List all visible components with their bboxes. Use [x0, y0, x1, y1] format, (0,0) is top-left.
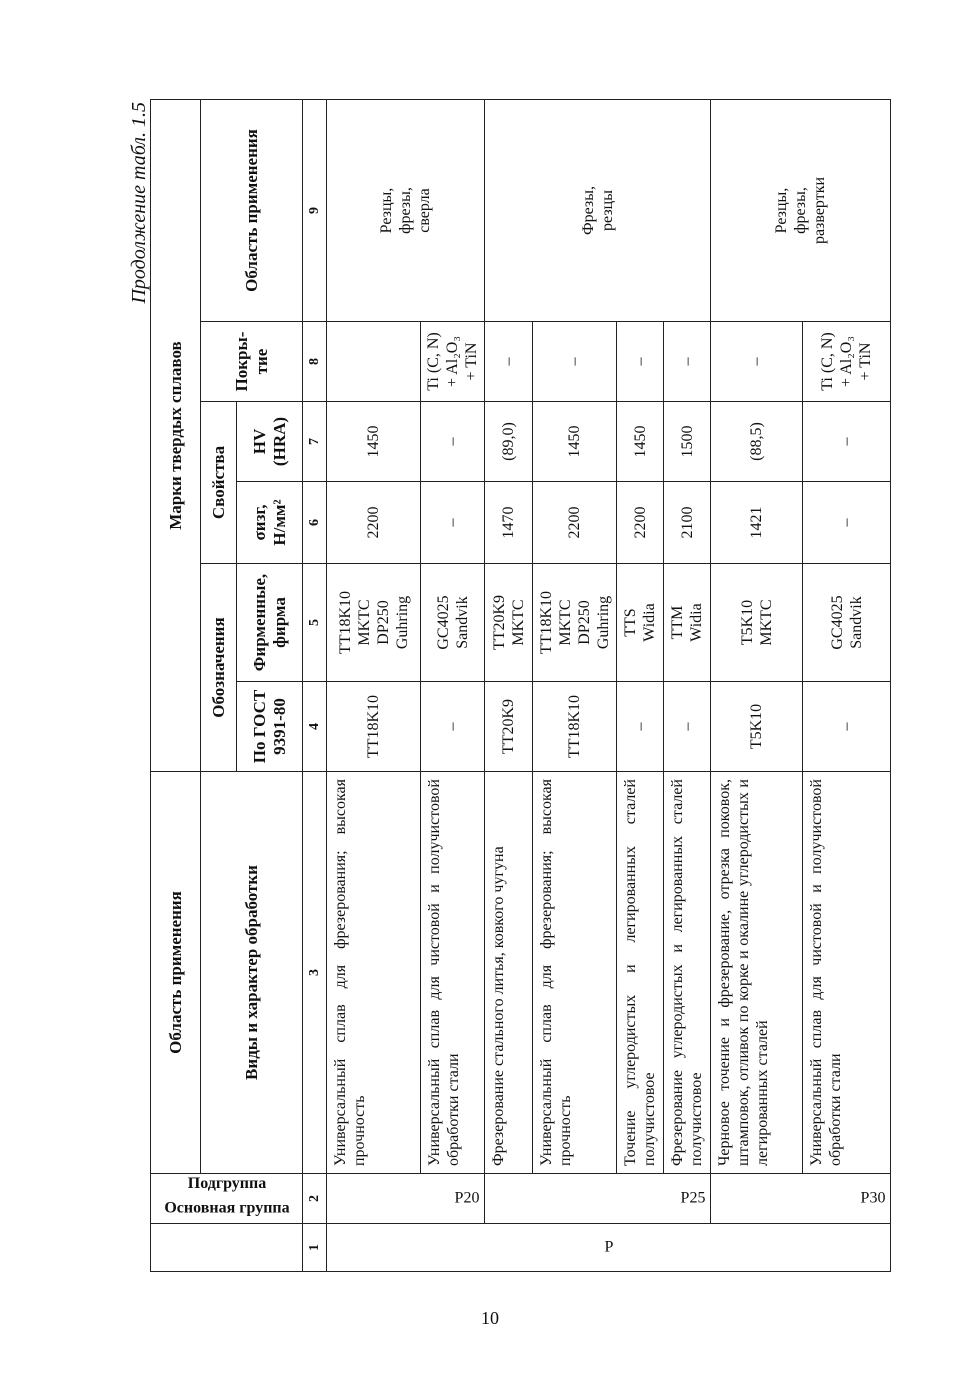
brand-cell	[485, 564, 533, 682]
coating-cell	[533, 322, 617, 402]
brand-line: MKTC	[757, 599, 775, 646]
brand-line: MKTC	[509, 599, 527, 646]
coating-line: Ti (C, N)	[819, 332, 836, 391]
column-number: 5	[303, 564, 327, 682]
brand-cell	[617, 564, 664, 682]
sigma-cell: 2200	[533, 482, 617, 564]
column-number: 8	[303, 322, 327, 402]
subgroup-cell	[485, 1174, 711, 1224]
coating-cell	[421, 322, 485, 402]
coating-line: + TiN	[857, 342, 874, 381]
column-number: 7	[303, 402, 327, 482]
header-main-group: Основная группа	[151, 1224, 303, 1272]
processing-cell: Фрезерование углеродистых и легированных сталей получистовое	[664, 772, 711, 1174]
gost-cell: –	[664, 682, 711, 772]
coating-line: + Al₂O₃	[444, 336, 461, 387]
sigma-cell: –	[421, 482, 485, 564]
table-row	[711, 99, 803, 1271]
rotated-table-page	[126, 100, 886, 1272]
brand-line: Guhring	[594, 595, 612, 650]
gost-cell: TT18K10	[327, 682, 421, 772]
brand-line: TT18K10	[537, 590, 555, 655]
brand-line: GC4025	[828, 595, 846, 650]
header-tool-area: Область применения	[201, 99, 303, 321]
tool-area-line: сверла	[416, 188, 433, 233]
tool-area-line: фрезы,	[397, 187, 414, 234]
tool-area-line: Резцы,	[378, 187, 395, 234]
column-number: 2	[303, 1174, 327, 1224]
coating-line: –	[566, 357, 583, 366]
brand-cell	[327, 564, 421, 682]
tool-area-line: развертки	[811, 176, 828, 245]
brand-line: Sandvik	[453, 596, 471, 649]
sigma-cell: 2200	[327, 482, 421, 564]
tool-area-cell	[711, 99, 891, 321]
sigma-cell: 1470	[485, 482, 533, 564]
hard-alloys-table	[150, 99, 891, 1272]
gost-cell: –	[803, 682, 891, 772]
page-number: 10	[481, 1308, 499, 1328]
coating-cell	[327, 322, 421, 402]
hv-cell: –	[421, 402, 485, 482]
sigma-cell: 1421	[711, 482, 803, 564]
header-processing: Виды и характер обработки	[201, 772, 303, 1174]
hv-cell: 1500	[664, 402, 711, 482]
brand-line: DP250	[374, 600, 392, 645]
tool-area-cell	[327, 99, 485, 321]
header-alloy-grades: Марки твердых сплавов	[151, 99, 201, 771]
gost-cell: TT18K10	[533, 682, 617, 772]
column-number: 4	[303, 682, 327, 772]
coating-cell	[711, 322, 803, 402]
header-brand: Фирменные, фирма	[237, 564, 303, 682]
column-number: 6	[303, 482, 327, 564]
header-properties: Свойства	[201, 402, 237, 564]
sigma-cell: –	[803, 482, 891, 564]
column-number: 1	[303, 1224, 327, 1272]
header-designations: Обозначения	[201, 564, 237, 772]
coating-line: –	[678, 357, 696, 366]
brand-line: Widia	[641, 603, 658, 642]
tool-area-line: резцы	[598, 190, 616, 231]
gost-cell: –	[617, 682, 664, 772]
brand-line: TT20K9	[490, 594, 508, 651]
brand-line: GC4025	[434, 595, 452, 650]
brand-cell	[421, 564, 485, 682]
table-caption: Продолжение табл. 1.5	[128, 102, 150, 304]
brand-line: MKTC	[355, 599, 373, 646]
coating-line: + TiN	[463, 342, 480, 381]
brand-line: MKTC	[556, 599, 574, 646]
hv-cell: (88,5)	[711, 402, 803, 482]
tool-area-cell	[485, 99, 711, 321]
brand-cell	[711, 564, 803, 682]
brand-line: Sandvik	[847, 596, 865, 649]
processing-cell: Фрезерование стального литья, ковкого чугуна	[485, 772, 533, 1174]
subgroup-label: P30	[860, 1189, 886, 1207]
tool-area-line: Резцы,	[773, 187, 790, 234]
brand-line: Guhring	[393, 595, 411, 650]
brand-line: DP250	[575, 600, 593, 645]
brand-cell	[803, 564, 891, 682]
gost-cell: –	[421, 682, 485, 772]
coating-line: –	[500, 357, 517, 366]
coating-line: Ti (C, N)	[425, 332, 442, 391]
tool-area-line: Фрезы,	[579, 185, 597, 235]
hv-cell: 1450	[533, 402, 617, 482]
processing-cell: Черновое точение и фрезерование, отрезка поковок, штамповок, отливок по корке и окалине углеродистых и легированных сталей	[711, 772, 803, 1174]
coating-cell	[617, 322, 664, 402]
column-number: 9	[303, 99, 327, 321]
coating-line: + Al₂O₃	[838, 336, 855, 387]
brand-cell	[664, 564, 711, 682]
processing-cell: Точение углеродистых и легированных сталей получистовое	[617, 772, 664, 1174]
table-row	[485, 99, 533, 1271]
header-sigma-symbol: σизг,	[249, 504, 269, 541]
gost-cell: T5K10	[711, 682, 803, 772]
processing-cell: Универсальный сплав для фрезерования; высокая прочность	[533, 772, 617, 1174]
hv-cell: 1450	[327, 402, 421, 482]
brand-line: Widia	[688, 603, 705, 642]
subgroup-cell	[327, 1174, 485, 1224]
brand-line: TT18K10	[336, 590, 354, 655]
hv-cell: 1450	[617, 402, 664, 482]
header-subgroup: Подгруппа	[151, 1174, 303, 1224]
subgroup-label: P25	[680, 1189, 706, 1207]
header-sigma	[237, 482, 303, 564]
tool-area-line: фрезы,	[792, 187, 809, 234]
main-group-label: P	[604, 1238, 614, 1256]
header-sigma-unit: Н/мм²	[269, 499, 289, 546]
processing-cell: Универсальный сплав для чистовой и получистовой обработки стали	[421, 772, 485, 1174]
hv-cell: –	[803, 402, 891, 482]
coating-line: –	[748, 357, 765, 366]
column-number: 3	[303, 772, 327, 1174]
table-row	[327, 99, 421, 1271]
header-gost: По ГОСТ 9391-80	[237, 682, 303, 772]
brand-line: TTS	[622, 608, 639, 637]
coating-cell	[664, 322, 711, 402]
coating-cell	[803, 322, 891, 402]
coating-cell	[485, 322, 533, 402]
main-group-cell	[327, 1224, 891, 1272]
subgroup-label: P20	[454, 1189, 480, 1207]
brand-line: T5K10	[738, 599, 756, 646]
processing-cell: Универсальный сплав для чистовой и получистовой обработки стали	[803, 772, 891, 1174]
coating-line: –	[631, 357, 649, 366]
gost-cell: TT20K9	[485, 682, 533, 772]
header-coating: Покры-тие	[201, 322, 303, 402]
subgroup-cell	[711, 1174, 891, 1224]
processing-cell: Универсальный сплав для фрезерования; высокая прочность	[327, 772, 421, 1174]
sigma-cell: 2100	[664, 482, 711, 564]
header-hv: HV (HRA)	[237, 402, 303, 482]
hv-cell: (89,0)	[485, 402, 533, 482]
column-number-row	[303, 99, 327, 1271]
brand-line: TTM	[669, 605, 686, 640]
header-application-area: Область применения	[151, 772, 201, 1174]
brand-cell	[533, 564, 617, 682]
sigma-cell: 2200	[617, 482, 664, 564]
